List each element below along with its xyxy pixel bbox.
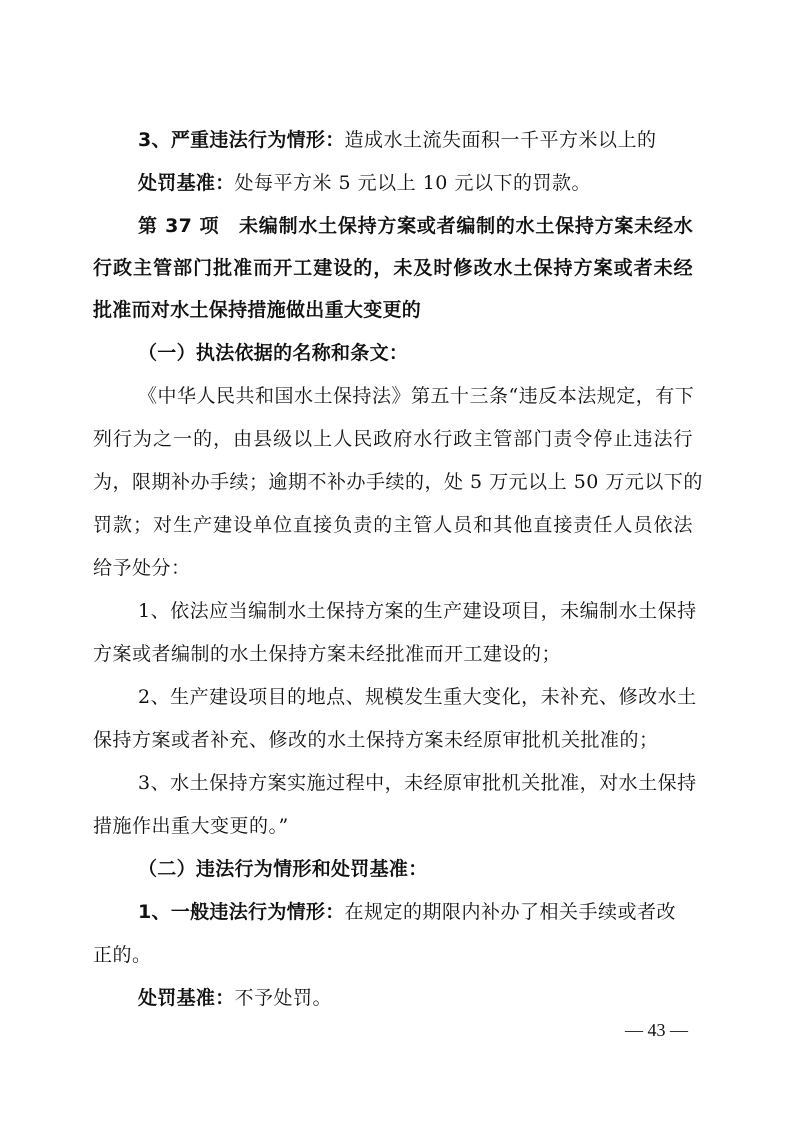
general-penalty-label: 处罚基准： [138, 987, 235, 1009]
severe-penalty-text: 处每平方米 5 元以上 10 元以下的罚款。 [234, 172, 591, 194]
clause-2-line-2: 保持方案或者补充、修改的水土保持方案未经原审批机关批准的； [93, 729, 659, 751]
law-line-4: 罚款；对生产建设单位直接负责的主管人员和其他直接责任人员依法 [93, 514, 693, 536]
general-case-text-line-2: 正的。 [93, 944, 152, 966]
section-1-heading: （一）执法依据的名称和条文： [138, 342, 409, 364]
clause-1-line-2: 方案或者编制的水土保持方案未经批准而开工建设的； [93, 643, 562, 665]
clause-3-line-2: 措施作出重大变更的。” [93, 815, 289, 837]
general-penalty-text: 不予处罚。 [234, 987, 333, 1009]
general-penalty-line [138, 985, 332, 1011]
item-heading-line-1: 第 37 项 未编制水土保持方案或者编制的水土保持方案未经水 [138, 215, 693, 237]
clause-1-line-1: 1、依法应当编制水土保持方案的生产建设项目，未编制水土保持 [138, 600, 697, 622]
law-line-1: 《中华人民共和国水土保持法》第五十三条“违反本法规定，有下 [138, 385, 695, 407]
general-case-text-line-1: 在规定的期限内补办了相关手续或者改 [344, 901, 677, 923]
law-line-2: 列行为之一的，由县级以上人民政府水行政主管部门责令停止违法行 [93, 428, 693, 450]
severe-case-title: 3、严重违法行为情形： [138, 129, 345, 151]
severe-penalty-label: 处罚基准： [138, 172, 235, 194]
page-number: — 43 — [625, 1020, 688, 1040]
clause-3-line-1: 3、水土保持方案实施过程中，未经原审批机关批准，对水土保持 [138, 772, 697, 794]
severe-penalty-line [138, 170, 591, 196]
general-case-title: 1、一般违法行为情形： [138, 901, 345, 923]
law-line-5: 给予处分： [93, 557, 191, 579]
law-line-3: 为，限期补办手续；逾期不补办手续的，处 5 万元以上 50 万元以下的 [93, 471, 703, 493]
item-heading-line-2: 行政主管部门批准而开工建设的，未及时修改水土保持方案或者未经 [93, 257, 693, 279]
section-2-heading: （二）违法行为情形和处罚基准： [138, 858, 428, 880]
severe-case-line [138, 127, 657, 153]
item-heading-line-3: 批准而对水土保持措施做出重大变更的 [93, 299, 422, 321]
clause-2-line-1: 2、生产建设项目的地点、规模发生重大变化，未补充、修改水土 [138, 686, 697, 708]
general-case-line [138, 899, 693, 925]
severe-case-text: 造成水土流失面积一千平方米以上的 [344, 129, 657, 151]
